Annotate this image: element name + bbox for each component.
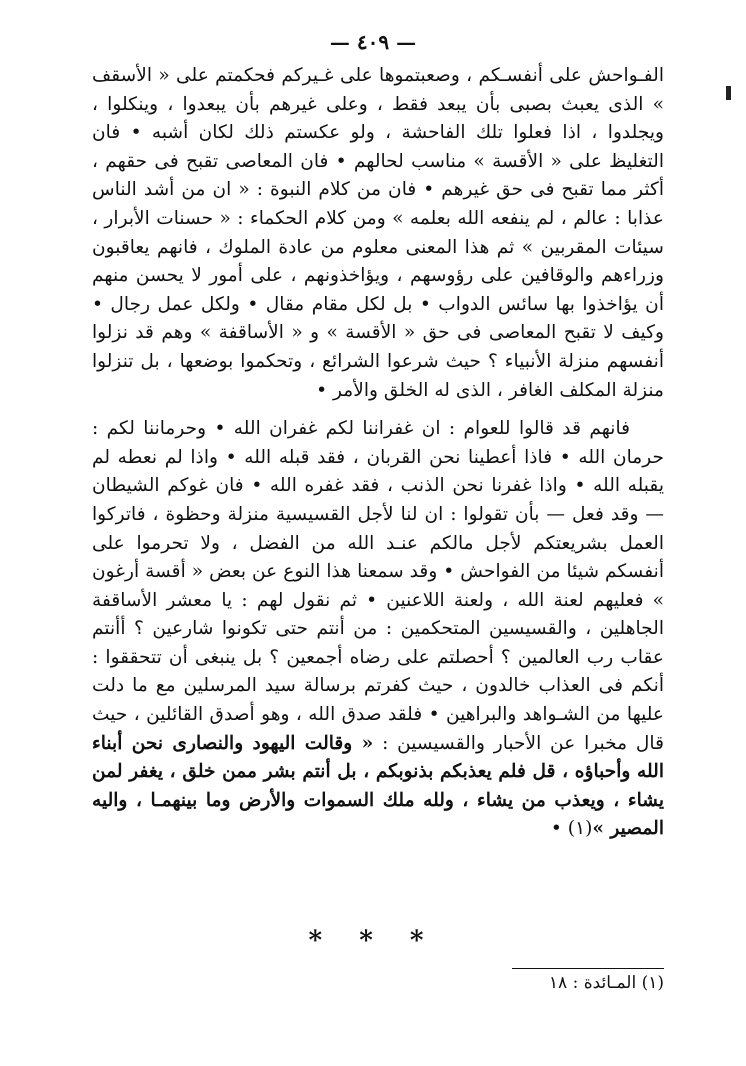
paragraph-2-text: فانهم قد قالوا للعوام : ان غفراننا لكم غفران الله • وحرماننا لكم : حرمان الله • فاذا أعطينا نحن القربان ، فقد قبله الله • واذا لم نعطه لم يقبله الله • واذا غفرنا نحن الذنب ، فقد غفره الله • فان غوكم الشيطان — وقد فعل — بأن تقولوا : ان لنا لأجل القسيسية منزلة وحظوة ، فاتركوا العمل بشريعتكم لأجل مالكم عنـد الله من الفضل ، ولا تحرموا على أنفسكم شيئا من الفواحش • وقد سمعنا هذا النوع عن بعض « أقسة أرغون » فعليهم لعنة الله ، ولعنة اللاعنين • ثم نقول لهم : يا معشر الأساقفة الجاهلين ، والقسيسين المتحكمين : من أنتم حتى تكونوا شارعين ؟ أأنتم عقاب رب العالمين ؟ أحصلتم على رضاه أجمعين ؟ بل ينبغى أن تتحققوا : أنكم فى العذاب خالدون ، حيث كفرتم برسالة سيد المرسلين مع ما دلت عليها من الشـواهد والبراهين • فلقد صدق الله ، وهو أصدق القائلين ، حيث قال مخبرا عن الأحبار والقسيسين : xyxy=(92,418,664,754)
page-number: — ٤٠٩ — xyxy=(329,30,417,54)
page-body xyxy=(92,62,664,844)
footnote: (١) المـائدة : ١٨ xyxy=(548,973,664,993)
quran-quote: « وقالت اليهود والنصارى نحن أبناء الله وأحباؤه ، قل فلم يعذبكم بذنوبكم ، بل أنتم بشر ممن خلق ، يغفر لمن يشاء ، ويعذب من يشاء ، ولله ملك السموات والأرض وما بينهمـا ، واليه المصير » xyxy=(92,732,664,840)
footnote-rule xyxy=(512,968,664,969)
footnote-marker: (١) xyxy=(567,818,593,840)
quote-end: • xyxy=(550,818,568,840)
edge-mark xyxy=(726,86,731,100)
section-separator: * * * xyxy=(308,926,438,956)
paragraph-1: الفـواحش على أنفسـكم ، وصعبتموها على غـيركم فحكمتم على « الأسقف » الذى يعبث بصبى بأن يبعد فقط ، وعلى غيرهم بأن يبعدوا ، وينكلوا ، ويجلدوا ، اذا فعلوا تلك الفاحشة ، ولو عكستم ذلك لكان أشبه • فان التغليظ على « الأقسة » مناسب لحالهم • فان المعاصى تقبح فى حقهم ، أكثر مما تقبح فى حق غيرهم • فان من كلام النبوة : « ان من أشد الناس عذابا : عالم ، لم ينفعه الله بعلمه » ومن كلام الحكماء : « حسنات الأبرار ، سيئات المقربين » ثم هذا المعنى معلوم من عادة الملوك ، فانهم يعاقبون وزراءهم والوقافين على رؤوسهم ، ويؤاخذونهم ، على أمور لا يحسن منهم أن يؤاخذوا بها سائس الدواب • بل لكل مقام مقال • ولكل عمل رجال • وكيف لا تقبح المعاصى فى حق « الأقسة » و « الأساقفة » وهم قد نزلوا أنفسهم منزلة الأنبياء ؟ حيث شرعوا الشرائع ، وتحكموا بوضعها ، بل تنزلوا منزلة المكلف الغافر ، الذى له الخلق والأمر • xyxy=(92,65,664,401)
paragraph-2 xyxy=(92,415,664,844)
